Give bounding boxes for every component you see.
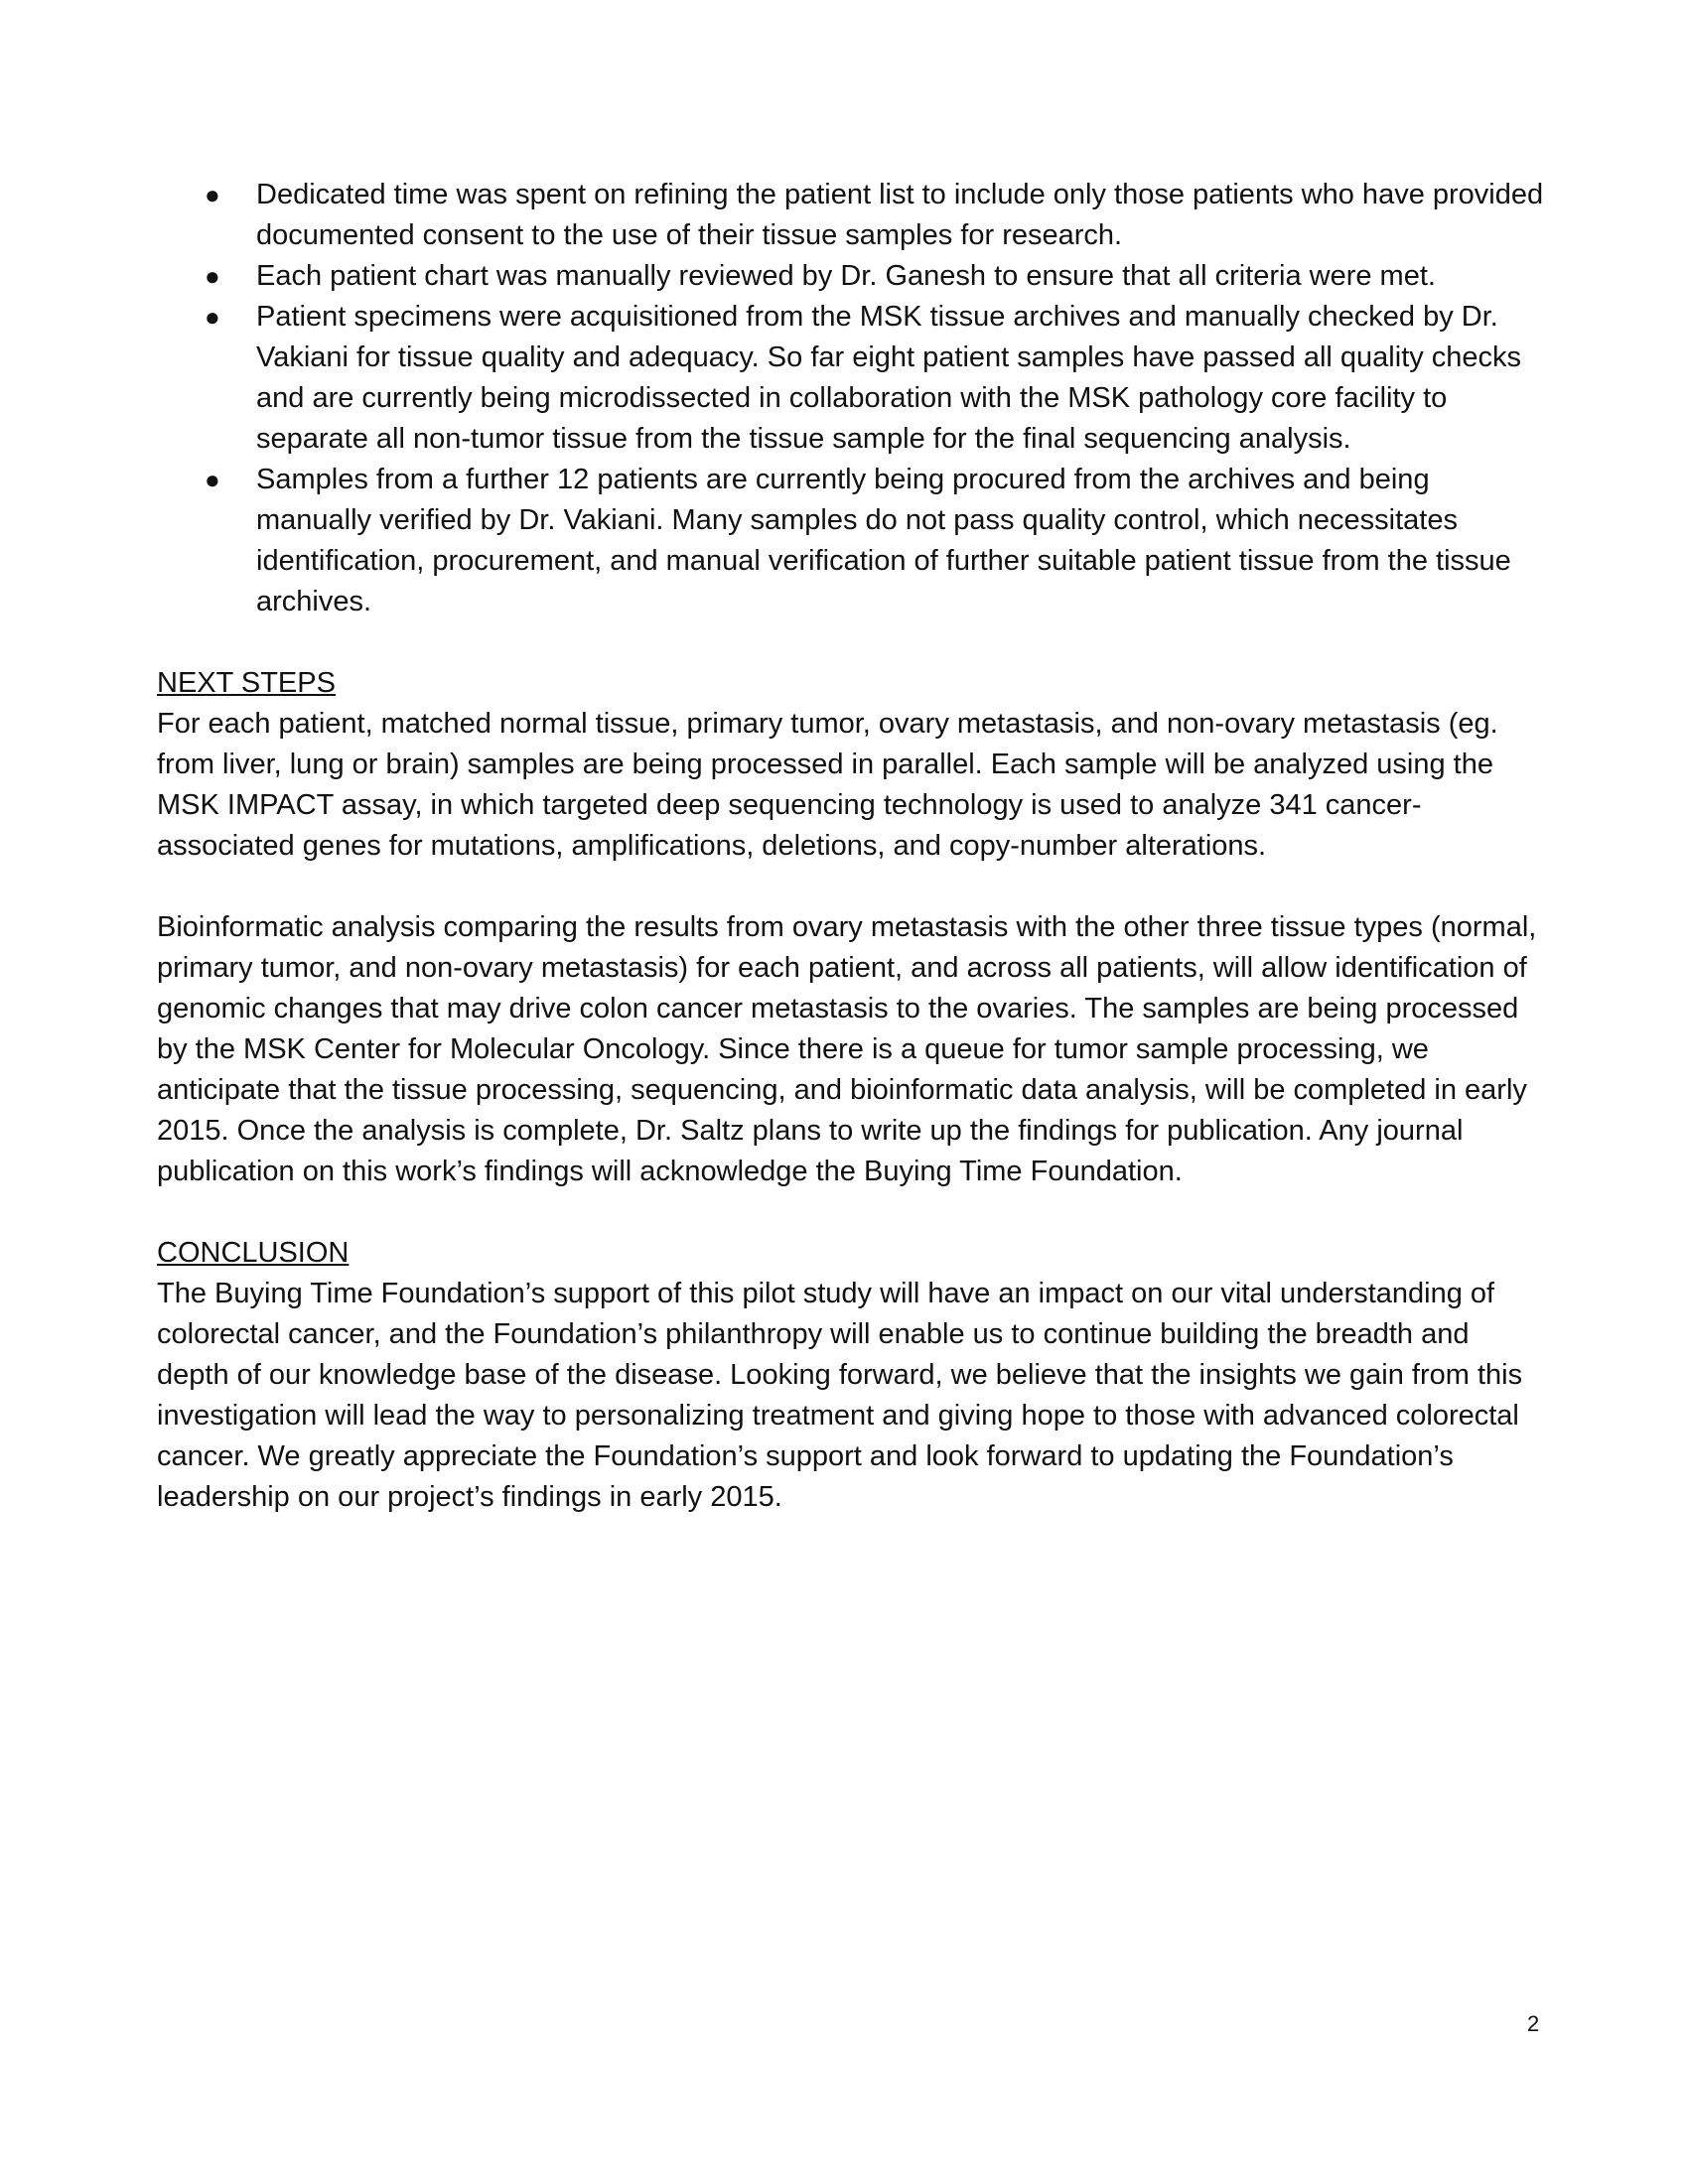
next-steps-heading: NEXT STEPS (157, 667, 336, 699)
next-steps-section (157, 663, 1547, 1192)
bullet-marker: ● (205, 180, 220, 209)
bullet-marker: ● (205, 465, 220, 494)
bullet-marker: ● (205, 261, 220, 291)
bullet-item (205, 297, 1547, 460)
bullet-text: Dedicated time was spent on refining the patient list to include only those patients who have provided documented consent to the use of their tissue samples for research. (256, 179, 1544, 251)
bullet-item (205, 175, 1547, 256)
bullet-item (205, 460, 1547, 622)
conclusion-heading: CONCLUSION (157, 1237, 350, 1269)
next-steps-paragraph: Bioinformatic analysis comparing the results from ovary metastasis with the other three tissue types (normal, primary tumor, and non-ovary metastasis) for each patient, and across all patients, will allow identification of genomic changes that may drive colon cancer metastasis to the ovaries. The samples are being processed by the MSK Center for Molecular Oncology. Since there is a queue for tumor sample processing, we anticipate that the tissue processing, sequencing, and bioinformatic data analysis, will be completed in early 2015. Once the analysis is complete, Dr. Saltz plans to write up the findings for publication. Any journal publication on this work’s findings will acknowledge the Buying Time Foundation. (157, 911, 1537, 1187)
bullet-text: Samples from a further 12 patients are currently being procured from the archives and being manually verified by Dr. Vakiani. Many samples do not pass quality control, which necessitates identification, procurement, and manual verification of further suitable patient tissue from the tissue archives. (256, 464, 1511, 617)
conclusion-section (157, 1233, 1547, 1518)
page-content (157, 175, 1547, 1518)
page-number: 2 (1527, 2011, 1540, 2036)
progress-bullet-list (157, 175, 1547, 622)
conclusion-paragraph: The Buying Time Foundation’s support of this pilot study will have an impact on our vital understanding of colorectal cancer, and the Foundation’s philanthropy will enable us to continue building the breadth and depth of our knowledge base of the disease. Looking forward, we believe that the insights we gain from this investigation will lead the way to personalizing treatment and giving hope to those with advanced colorectal cancer. We greatly appreciate the Foundation’s support and look forward to updating the Foundation’s leadership on our project’s findings in early 2015. (157, 1278, 1523, 1513)
bullet-text: Patient specimens were acquisitioned from the MSK tissue archives and manually checked by Dr. Vakiani for tissue quality and adequacy. So far eight patient samples have passed all quality checks and are currently being microdissected in collaboration with the MSK pathology core facility to separate all non-tumor tissue from the tissue sample for the final sequencing analysis. (256, 301, 1522, 455)
bullet-text: Each patient chart was manually reviewed by Dr. Ganesh to ensure that all criteria were met. (256, 260, 1436, 292)
bullet-item (205, 256, 1547, 297)
bullet-marker: ● (205, 302, 220, 332)
next-steps-paragraph: For each patient, matched normal tissue, primary tumor, ovary metastasis, and non-ovary metastasis (eg. from liver, lung or brain) samples are being processed in parallel. Each sample will be analyzed using the MSK IMPACT assay, in which targeted deep sequencing technology is used to analyze 341 cancer-associated genes for mutations, amplifications, deletions, and copy-number alterations. (157, 708, 1498, 862)
